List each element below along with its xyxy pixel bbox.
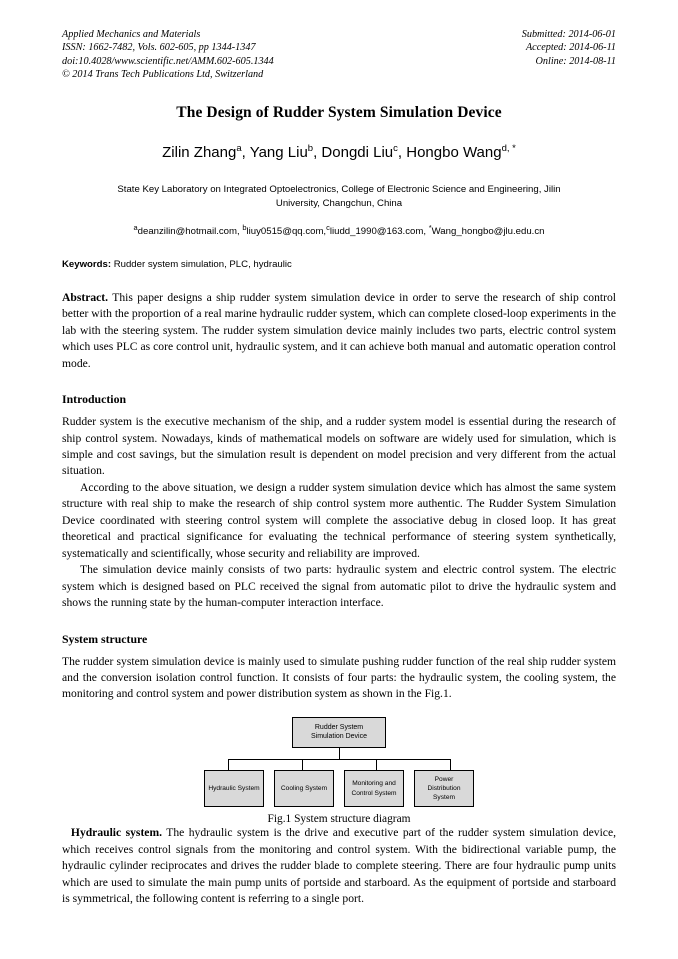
header-left <box>62 28 274 68</box>
keywords-line <box>62 259 616 270</box>
author-1-marker: a <box>236 142 242 154</box>
paragraph-text: The hydraulic system is the drive and executive part of the rudder system simulation device, which receives control signals from the monitoring and control system. With the bidirectional variable pump, the hydraulic cylinder reciprocates and drives the rudder blade to complete steering. There are four hydraulic pump units which are used to simulate the main pump units of portside and starboard. As the equipment of portside and starboard is symmetrical, the following content is referring to a single port. <box>62 826 616 906</box>
affiliation: State Key Laboratory on Integrated Optoelectronics, College of Electronic Science and Engineering, Jilin University, Changchun, China <box>117 183 561 209</box>
figure-node-cooling: Cooling System <box>274 770 334 808</box>
figure-root-node: Rudder System Simulation Device <box>292 717 386 748</box>
figure-node-monitoring: Monitoring and Control System <box>344 770 404 808</box>
accepted-date: Accepted: 2014-06-11 <box>525 42 616 54</box>
email-4[interactable]: Wang_hongbo@jlu.edu.cn <box>431 225 545 237</box>
connector-line <box>228 759 451 760</box>
paragraph: According to the above situation, we design a rudder system simulation device which has almost the same system structure with real ship to make the research of ship control system more authentic. The Rudder System Simulation Device coordinated with steering control system will complete the associative debug in closed loop. It has great theoretical and practical significance for evaluating the technical performance of steering system synthetically, systematically and scientifically, whose security and reliability are improved. <box>62 480 616 560</box>
author-4: , Hongbo Wang <box>397 143 502 161</box>
section-heading-system-structure: System structure <box>62 631 148 646</box>
author-2: , Yang Liu <box>241 143 308 161</box>
copyright-line: © 2014 Trans Tech Publications Ltd, Switzerland <box>62 69 264 81</box>
paragraph: The rudder system simulation device is mainly used to simulate pushing rudder function of the real ship rudder system and the conversion isolation control function. It consists of four parts: the hydraulic system, the cooling system, the monitoring and control system and power distribution system as shown in the Fig.1. <box>62 654 616 701</box>
doi-line: doi:10.4028/www.scientific.net/AMM.602-605.1344 <box>62 55 274 67</box>
abstract-text: This paper designs a ship rudder system simulation device in order to serve the research of ship control better with the proportion of a real marine hydraulic rudder system, which can complete closed-loop experiments in the lab with the steering system. The rudder system simulation device mainly includes two parts, electric control system which uses PLC as core control unit, hydraulic system, and it can achieve both manual and automatic operation control mode. <box>62 290 616 370</box>
abstract-label: Abstract. <box>62 290 109 304</box>
keywords-label: Keywords: <box>62 258 112 270</box>
figure-node-power: Power Distribution System <box>414 770 474 808</box>
abstract-block <box>62 290 616 372</box>
email-2-marker: b <box>242 222 247 232</box>
figure-caption: Fig.1 System structure diagram <box>267 813 411 826</box>
email-4-marker: * <box>428 222 432 232</box>
author-emails <box>62 223 616 237</box>
section-heading-introduction: Introduction <box>62 392 127 407</box>
paragraph-hydraulic-system <box>62 825 616 907</box>
author-1: Zilin Zhang <box>162 143 237 161</box>
email-3[interactable]: liudd_1990@163.com, <box>329 225 429 237</box>
header-right <box>522 28 616 68</box>
email-2[interactable]: liuy0515@qq.com, <box>246 225 327 237</box>
journal-name: Applied Mechanics and Materials <box>62 29 201 40</box>
figure-1 <box>62 717 616 826</box>
connector-line <box>302 759 303 770</box>
paragraph: The simulation device mainly consists of two parts: hydraulic system and electric control system. The electric system which is designed based on PLC received the signal from automatic pilot to drive the hydraulic system and shows the running state by the human-computer interaction interface. <box>62 563 616 610</box>
submitted-date: Submitted: 2014-06-01 <box>521 29 616 40</box>
author-4-marker: d, * <box>501 142 516 154</box>
online-date: Online: 2014-08-11 <box>535 55 616 67</box>
page-title: The Design of Rudder System Simulation Device <box>176 103 502 121</box>
paragraph: Rudder system is the executive mechanism of the ship, and a rudder system model is essential during the research of ship control system. Nowadays, kinds of mathematical models on software are widely used for simulation, which is simple and cost savings, but the simulation result is dependent on model precision and very different from the actual situation. <box>62 415 616 478</box>
figure-connectors <box>210 748 468 770</box>
email-3-marker: c <box>326 222 330 232</box>
connector-line <box>228 759 229 770</box>
email-1-marker: a <box>133 222 138 232</box>
paragraph-lead-in: Hydraulic system. <box>70 826 163 840</box>
email-1[interactable]: deanzilin@hotmail.com, <box>137 225 243 237</box>
author-list <box>62 143 616 161</box>
issn-line: ISSN: 1662-7482, Vols. 602-605, pp 1344-1347 <box>62 42 256 54</box>
author-3: , Dongdi Liu <box>313 143 394 161</box>
keywords-value: Rudder system simulation, PLC, hydraulic <box>111 258 292 270</box>
author-2-marker: b <box>307 142 314 154</box>
connector-line <box>450 759 451 770</box>
figure-node-hydraulic: Hydraulic System <box>204 770 264 808</box>
connector-line <box>376 759 377 770</box>
author-3-marker: c <box>393 142 398 154</box>
page-header <box>62 28 616 68</box>
figure-child-nodes <box>204 770 474 808</box>
connector-line <box>339 748 340 759</box>
